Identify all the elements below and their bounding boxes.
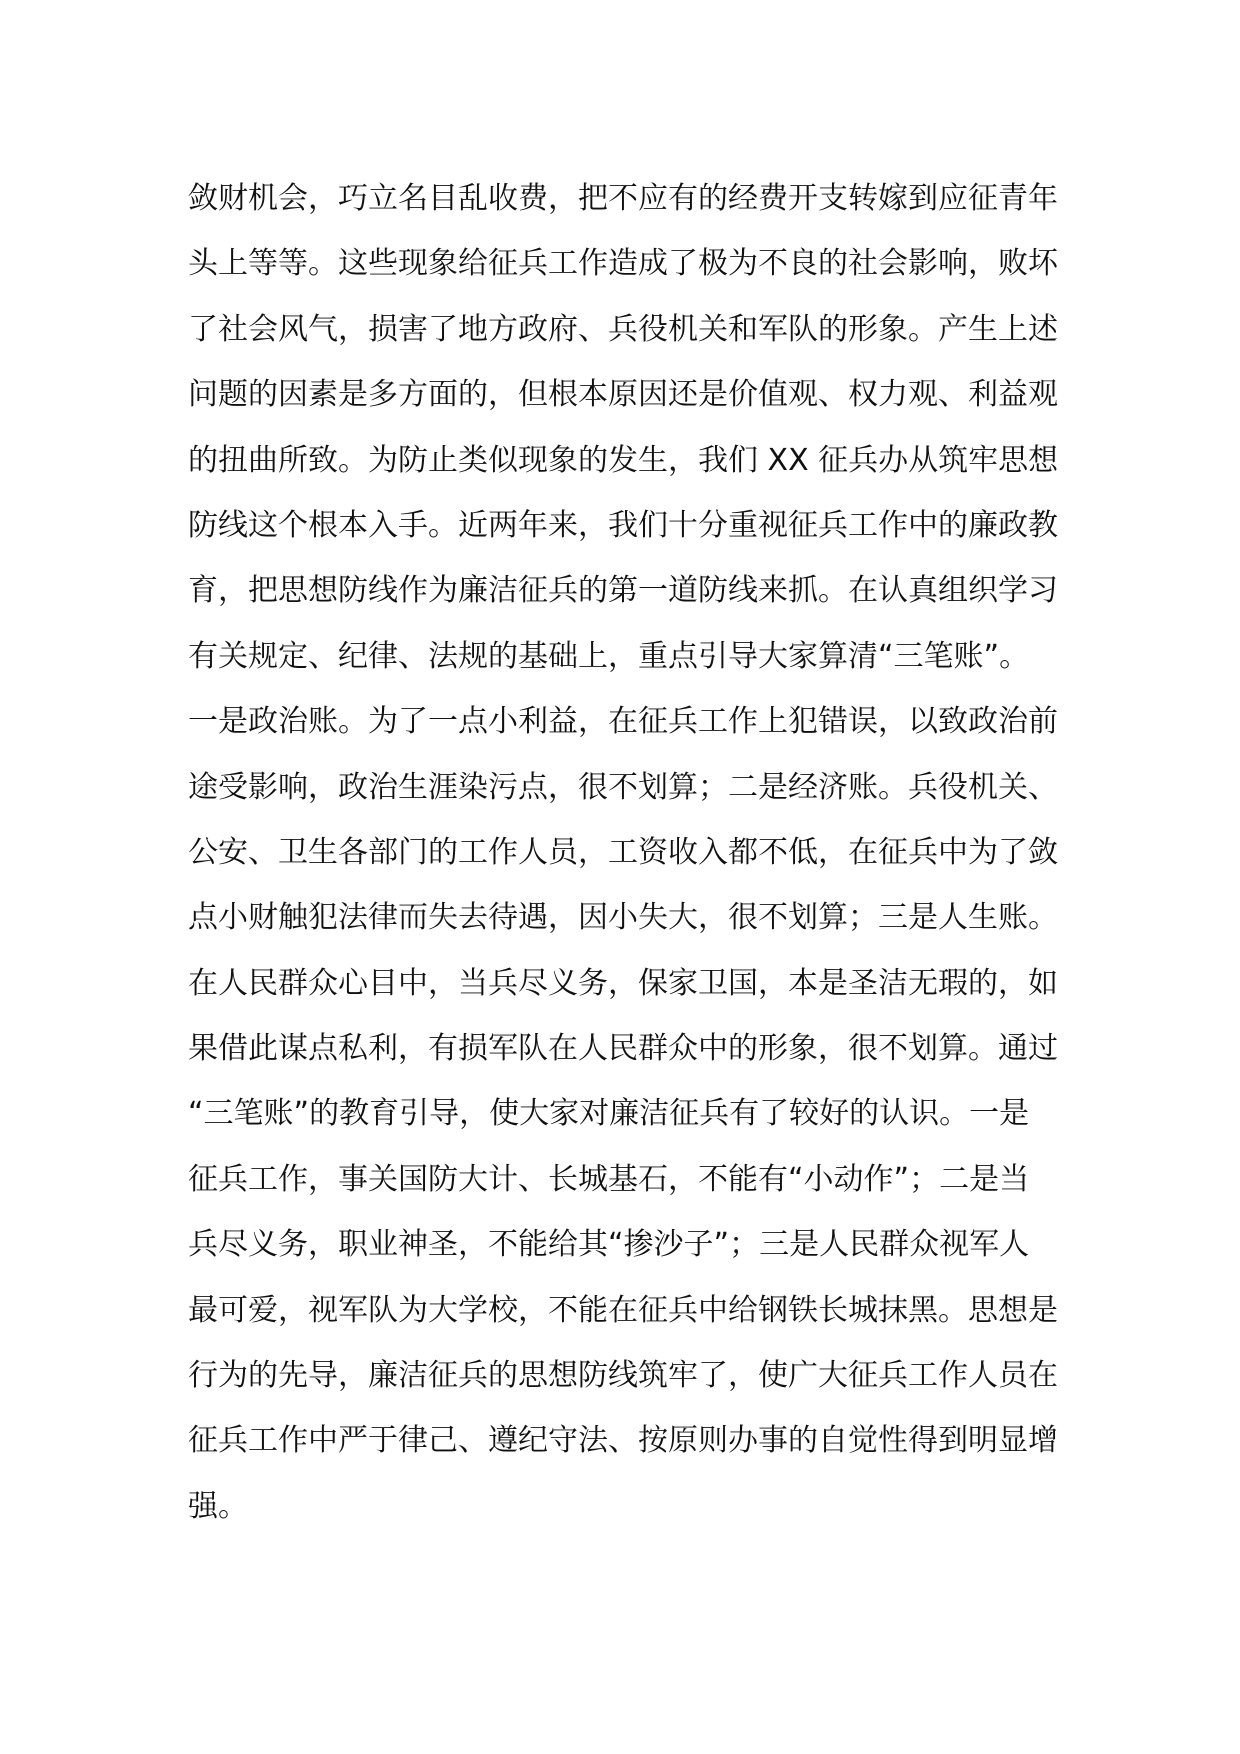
- text-line: 问题的因素是多方面的，但根本原因还是价值观、权力观、利益观: [188, 377, 1058, 413]
- text-line: 在人民群众心目中，当兵尽义务，保家卫国，本是圣洁无瑕的，如: [188, 965, 1058, 1001]
- text-line: 兵尽义务，职业神圣，不能给其“掺沙子”；三是人民群众视军人: [188, 1227, 1030, 1263]
- text-line: 头上等等。这些现象给征兵工作造成了极为不良的社会影响，败坏: [188, 246, 1058, 282]
- text-line: 最可爱，视军队为大学校，不能在征兵中给钢铁长城抹黑。思想是: [188, 1292, 1058, 1328]
- text-line: 了社会风气，损害了地方政府、兵役机关和军队的形象。产生上述: [188, 311, 1058, 347]
- text-line: 一是政治账。为了一点小利益，在征兵工作上犯错误，以致政治前: [188, 704, 1058, 740]
- text-line: “三笔账”的教育引导，使大家对廉洁征兵有了较好的认识。一是: [188, 1096, 1030, 1132]
- text-line: 强。: [188, 1488, 248, 1524]
- text-line: 途受影响，政治生涯染污点，很不划算；二是经济账。兵役机关、: [188, 769, 1058, 805]
- text-line: 公安、卫生各部门的工作人员，工资收入都不低，在征兵中为了敛: [188, 834, 1058, 870]
- text-line: 征兵工作，事关国防大计、长城基石，不能有“小动作”；二是当: [188, 1161, 1030, 1197]
- text-line: 征兵工作中严于律己、遵纪守法、按原则办事的自觉性得到明显增: [188, 1423, 1058, 1459]
- text-line: 点小财触犯法律而失去待遇，因小失大，很不划算；三是人生账。: [188, 900, 1058, 936]
- text-line: 育，把思想防线作为廉洁征兵的第一道防线来抓。在认真组织学习: [188, 573, 1058, 609]
- text-line: 行为的先导，廉洁征兵的思想防线筑牢了，使广大征兵工作人员在: [188, 1358, 1058, 1394]
- body-paragraph: [188, 166, 1058, 1539]
- text-line: 敛财机会，巧立名目乱收费，把不应有的经费开支转嫁到应征青年: [188, 181, 1058, 216]
- text-line: 防线这个根本入手。近两年来，我们十分重视征兵工作中的廉政教: [188, 507, 1058, 543]
- text-line: 果借此谋点私利，有损军队在人民群众中的形象，很不划算。通过: [188, 1031, 1058, 1067]
- text-line: 的扭曲所致。为防止类似现象的发生，我们 XX 征兵办从筑牢思想: [188, 442, 1059, 478]
- text-line: 有关规定、纪律、法规的基础上，重点引导大家算清“三笔账”。: [188, 638, 1030, 674]
